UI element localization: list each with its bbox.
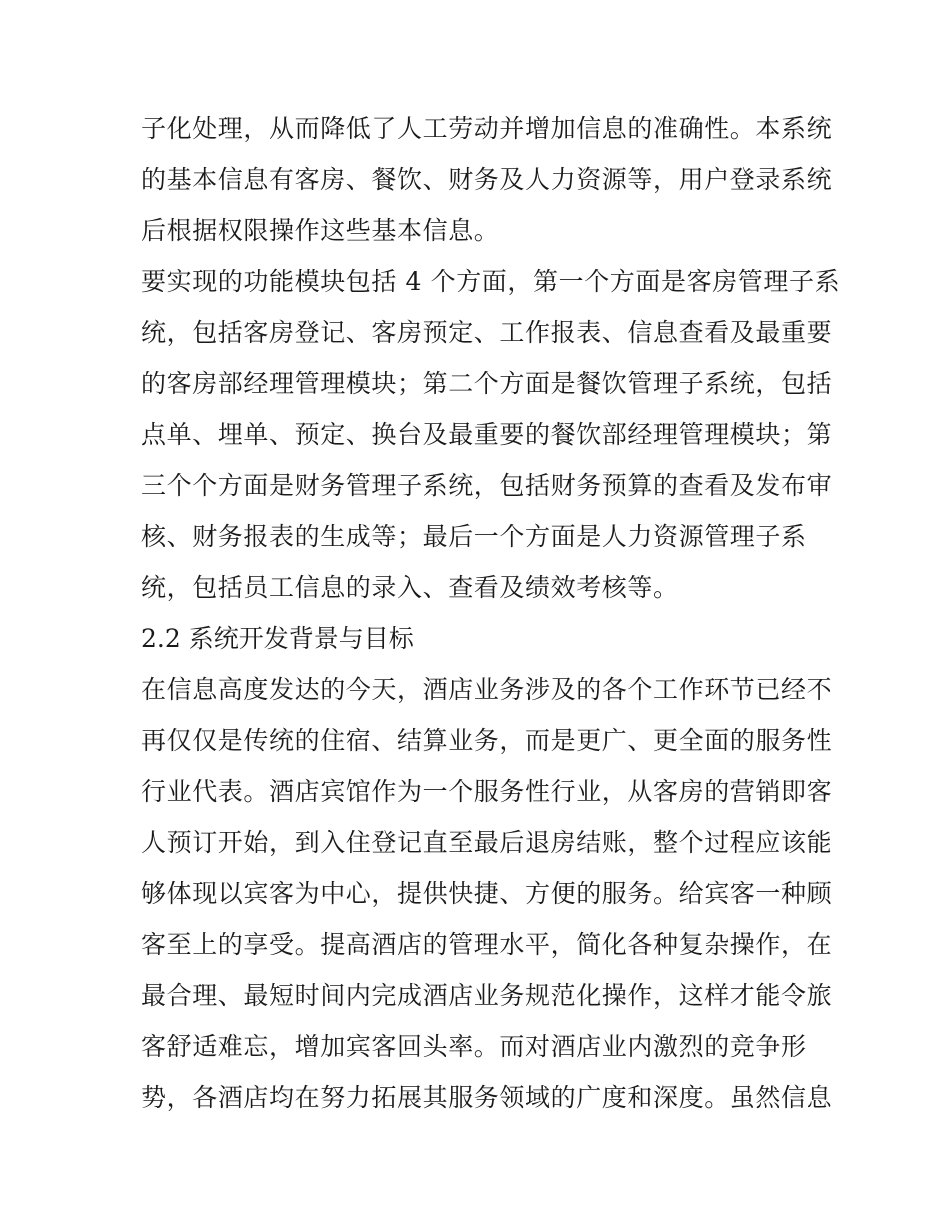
text-line: 要实现的功能模块包括 4 个方面，第一个方面是客房管理子系: [141, 267, 841, 296]
text-line: 够体现以宾客为中心，提供快捷、方便的服务。给宾客一种顾: [141, 879, 833, 908]
text-line: 客至上的享受。提高酒店的管理水平，简化各种复杂操作，在: [141, 930, 833, 959]
text-line: 势，各酒店均在努力拓展其服务领域的广度和深度。虽然信息: [141, 1083, 833, 1112]
text-line: 行业代表。酒店宾馆作为一个服务性行业，从客房的营销即客: [141, 777, 833, 806]
text-line: 核、财务报表的生成等；最后一个方面是人力资源管理子系: [141, 522, 807, 551]
text-line: 的客房部经理管理模块；第二个方面是餐饮管理子系统，包括: [141, 369, 833, 398]
text-line: 三个个方面是财务管理子系统，包括财务预算的查看及发布审: [141, 471, 833, 500]
text-line: 点单、埋单、预定、换台及最重要的餐饮部经理管理模块；第: [141, 420, 833, 449]
text-line: 的基本信息有客房、餐饮、财务及人力资源等，用户登录系统: [141, 165, 833, 194]
text-line: 客舒适难忘，增加宾客回头率。而对酒店业内激烈的竞争形: [141, 1032, 807, 1061]
text-line: 统，包括客房登记、客房预定、工作报表、信息查看及最重要: [141, 318, 833, 347]
section-heading: 2.2 系统开发背景与目标: [141, 624, 414, 653]
text-line: 最合理、最短时间内完成酒店业务规范化操作，这样才能令旅: [141, 981, 833, 1010]
text-line: 再仅仅是传统的住宿、结算业务，而是更广、更全面的服务性: [141, 726, 833, 755]
text-line: 在信息高度发达的今天，酒店业务涉及的各个工作环节已经不: [141, 675, 833, 704]
text-line: 子化处理，从而降低了人工劳动并增加信息的准确性。本系统: [141, 114, 833, 143]
text-line: 后根据权限操作这些基本信息。: [141, 216, 500, 245]
text-line: 人预订开始，到入住登记直至最后退房结账，整个过程应该能: [141, 828, 833, 857]
text-line: 统，包括员工信息的录入、查看及绩效考核等。: [141, 573, 679, 602]
